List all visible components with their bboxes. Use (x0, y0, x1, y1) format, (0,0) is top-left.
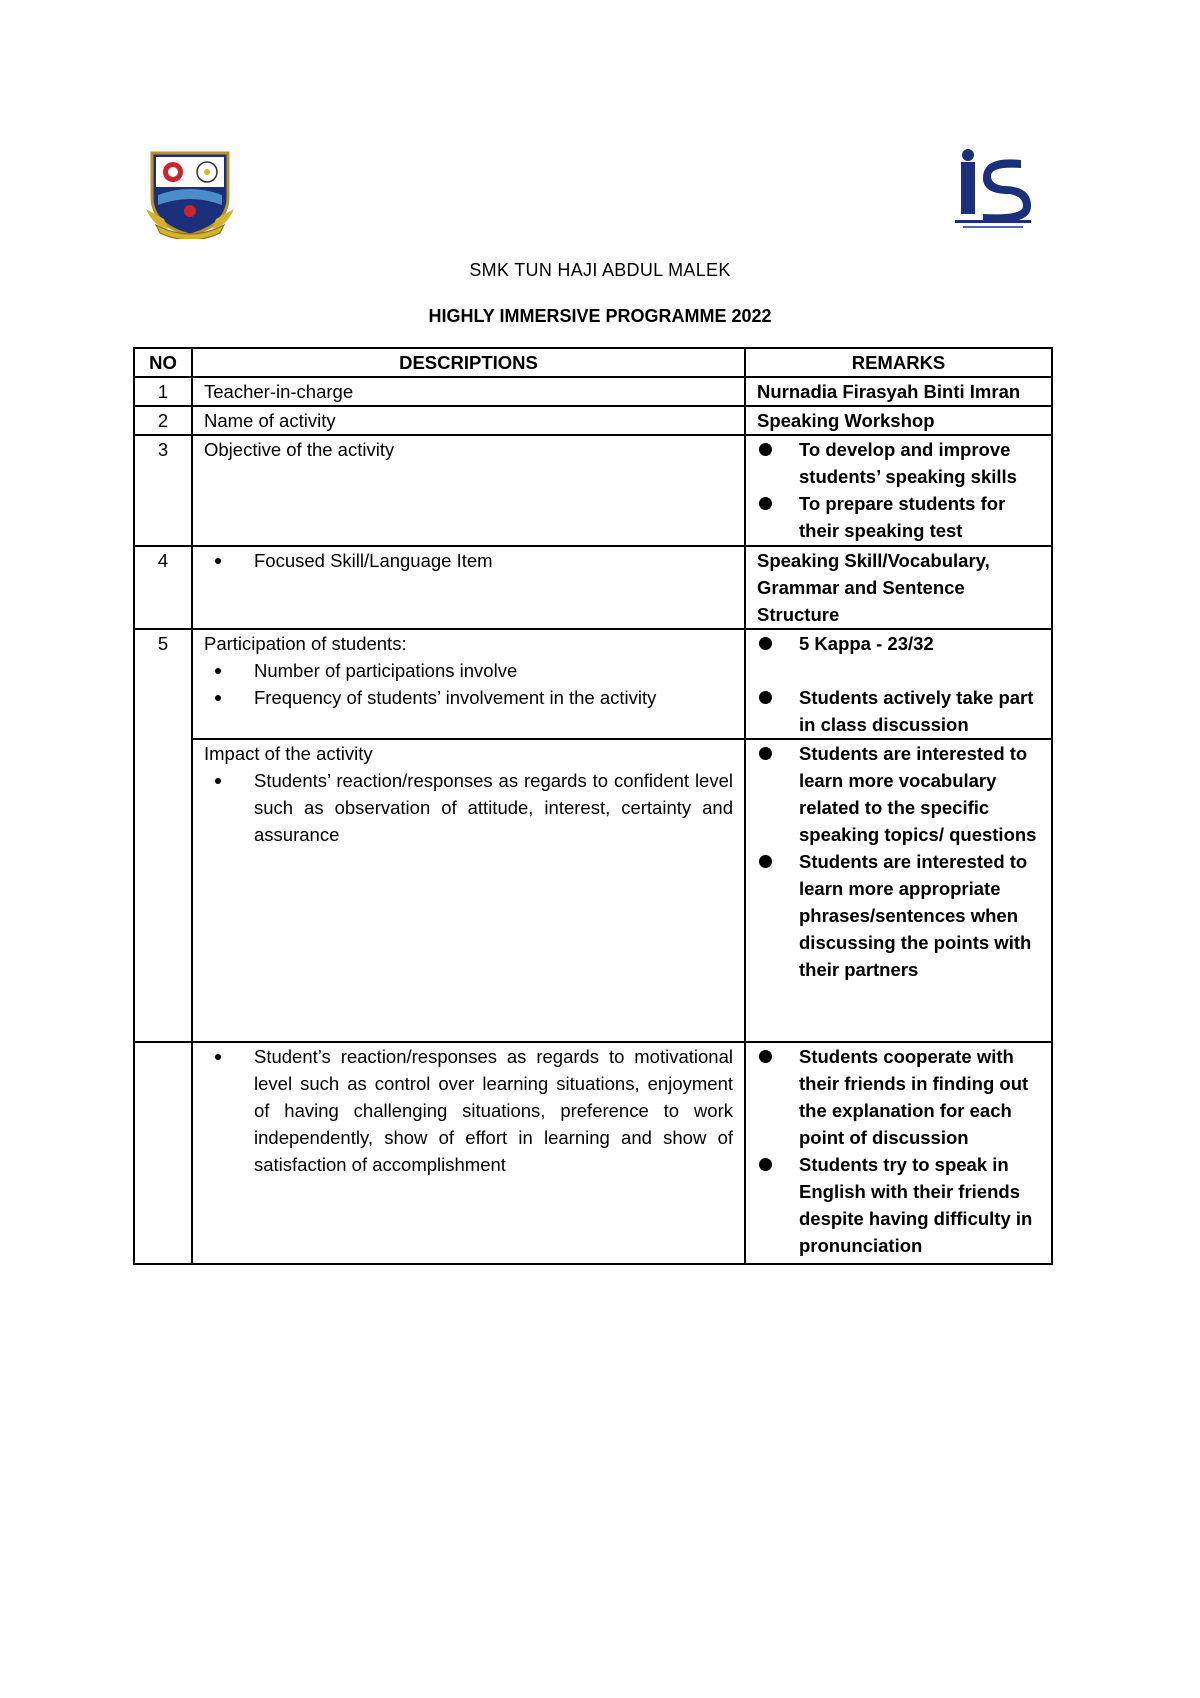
row-number: 1 (134, 377, 192, 406)
row-number-empty (134, 1042, 192, 1264)
row-remark: Speaking Workshop (745, 406, 1052, 435)
row-number: 2 (134, 406, 192, 435)
description-bullet: Students’ reaction/responses as regards to confident level such as observation of attitude, interest, certainty and assurance (193, 767, 733, 848)
remark-bullet: 5 Kappa - 23/32 (757, 630, 1040, 657)
row-description (192, 629, 745, 739)
description-bullet: Student’s reaction/responses as regards to motivational level such as control over learning situations, enjoyment of having challenging situations, preference to work independently, show of effort in learning and show of satisfaction of accomplishment (193, 1043, 733, 1178)
row-number: 3 (134, 435, 192, 546)
remark-bullet: To develop and improve students’ speaking skills (757, 436, 1040, 490)
description-bullet: Number of participations involve (193, 657, 733, 684)
school-name: SMK TUN HAJI ABDUL MALEK (469, 260, 731, 280)
row-description (192, 1042, 745, 1264)
row-remark: Nurnadia Firasyah Binti Imran (745, 377, 1052, 406)
row-remarks (745, 1042, 1052, 1264)
remark-bullet: Students try to speak in English with their friends despite having difficulty in pronunciation (757, 1151, 1040, 1259)
programme-logo (953, 148, 1033, 232)
table-row (134, 377, 1052, 406)
row-remarks (745, 629, 1052, 739)
row-description (192, 739, 745, 1042)
row-description: Name of activity (192, 406, 745, 435)
description-heading: Impact of the activity (204, 743, 373, 764)
programme-title: HIGHLY IMMERSIVE PROGRAMME 2022 (428, 306, 772, 326)
table-row (134, 406, 1052, 435)
table-row (134, 739, 1052, 1042)
table-row (134, 1042, 1052, 1264)
row-description (192, 546, 745, 629)
report-table (133, 347, 1053, 1265)
school-crest-logo (146, 147, 234, 239)
header-descriptions: DESCRIPTIONS (192, 348, 745, 377)
remark-bullet: Students cooperate with their friends in finding out the explanation for each point of discussion (757, 1043, 1040, 1151)
description-bullet: Focused Skill/Language Item (193, 547, 733, 574)
row-description: Teacher-in-charge (192, 377, 745, 406)
table-row (134, 546, 1052, 629)
remark-bullet: To prepare students for their speaking test (757, 490, 1040, 544)
remark-bullet: Students are interested to learn more appropriate phrases/sentences when discussing the points with their partners (757, 848, 1040, 983)
header-remarks: REMARKS (745, 348, 1052, 377)
table-row (134, 629, 1052, 739)
row-description: Objective of the activity (192, 435, 745, 546)
header-no: NO (134, 348, 192, 377)
table-header-row (134, 348, 1052, 377)
row-remarks (745, 435, 1052, 546)
description-heading: Participation of students: (204, 633, 407, 654)
row-number: 5 (134, 629, 192, 739)
remark-bullet: Students actively take part in class discussion (757, 684, 1040, 738)
row-number-empty (134, 739, 192, 1042)
description-bullet: Frequency of students’ involvement in the activity (193, 684, 733, 711)
row-remark: Speaking Skill/Vocabulary, Grammar and Sentence Structure (745, 546, 1052, 629)
row-number: 4 (134, 546, 192, 629)
table-row (134, 435, 1052, 546)
remark-bullet: Students are interested to learn more vocabulary related to the specific speaking topics/ questions (757, 740, 1040, 848)
row-remarks (745, 739, 1052, 1042)
